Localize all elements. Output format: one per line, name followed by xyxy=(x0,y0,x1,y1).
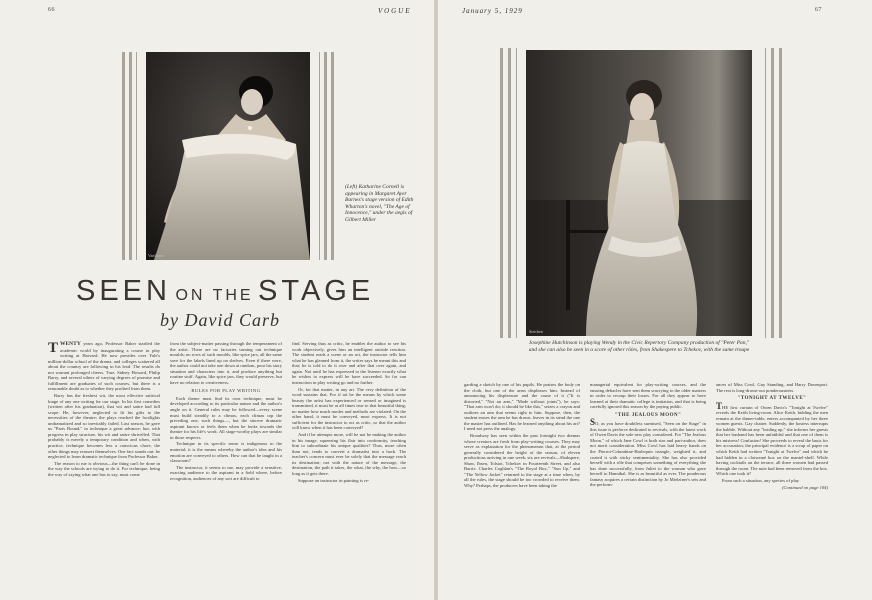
paragraph: The instructor, it seems to me, may provide a sensitive, exacting audience to the aspirant in a field where, before recognition, audiences of any sort are difficult to xyxy=(170,464,282,481)
article-column-3 xyxy=(292,341,406,593)
paragraph: Suppose an instructor in painting is re- xyxy=(298,477,370,483)
section-subhead: "THE JEALOUS MOON" xyxy=(614,412,682,418)
section-subhead: RULES FOR PLAY WRITING xyxy=(191,388,261,394)
lead-letter: T xyxy=(716,400,723,411)
right-photo-credit: Steichen xyxy=(529,329,543,334)
paragraph: The reason to me is obvious—the thing can't be done in the way the schools are trying to do it. For technique, being the way of saying what one has to say, must come xyxy=(48,460,160,477)
article-headline xyxy=(76,275,376,307)
left-photo-caption: (Left) Katharine Cornell is appearing in Margaret Ayer Barnes's stage version of Edith Wharton's novel, "The Age of Innocence," under the aegis of Gilbert Miller xyxy=(345,184,414,223)
page-gutter xyxy=(434,0,438,600)
article-column-6 xyxy=(716,382,828,593)
left-photo-credit: Vandamm xyxy=(148,253,165,258)
article-column-5 xyxy=(590,382,706,593)
headline-word-stage: STAGE xyxy=(258,275,375,307)
issue-date: January 5, 1929 xyxy=(462,7,523,15)
article-column-1 xyxy=(48,341,160,593)
paragraph: O, as you have doubtless surmised, "Seen on the Stage" in this issue is perforce dedicated to revivals, with the latest work of Owen Davis the sole new play considered. For "The Jealous Moon," of which Jane Cowl is both star and part-author, does not merit consideration. Miss Cowl has laid heavy hands on the Pierrot-Columbine-Harlequin triangle, weighted it, and coated it with sticky sentimentality. She has also provided herself with a rôle that comprises something of everything she has done successfully, from Juliet to the woman who gave herself to Hannibal. She is as beautiful as ever. The ponderous fantasy acquires a certain distinction by Jo Mielziner's sets and the perform- xyxy=(590,421,706,488)
paragraph: From such a situation, any species of play xyxy=(722,477,800,483)
paragraph: Broadway has seen within the past fortnight two dramas whose creators are fresh from play-writing courses. They may serve as explanation for the phenomenon that, at the period generally considered the height of the season, of eleven productions arriving in one week, six are revivals—Shakspere, Shaw, Ibsen, Tolstoi, Tchekov in Fourteenth Street, and also Barrie. Charles Coghlan's "The Royal Box," "Sun Up," and "The Yellow Jacket" returned to the stage at a time when, by all the rules, the stage should be too crowded to receive them. Why? Perhaps, the producers have been taking the xyxy=(464,433,580,489)
katharine-cornell-photo xyxy=(146,52,310,260)
drop-cap: T xyxy=(48,341,59,356)
article-byline: by David Carb xyxy=(160,310,280,330)
lead-letter: S xyxy=(590,417,596,428)
section-subhead: "TONIGHT AT TWELVE" xyxy=(737,396,807,402)
paragraph: Barry has the freshest wit, the most effective satirical lunge of any one writing for our stage. In his first comedies (written after his graduation), that wit and satire had full scope. He, however, neglected to fit his gifts to the necessities of the theatre; the plays reached the footlights undramatized and so inevitably failed. Last season, he gave us "Paris Bound," in technique a great advance; but, with progress in play structure, his wit and satire shrivelled. That probably is merely a temporary condition and when, with practice, technique becomes less a conscious chore, the other things may reassert themselves. One fact stands out: he neglected to learn dramatic technique from Professor Baker. xyxy=(48,393,160,460)
paragraph: Technique in its specific sense is indigenous to the material; it is the means whereby the author's idea and his emotion are conveyed to others. How can that be taught in a classroom? xyxy=(170,441,282,464)
continued-link[interactable]: (Continued on page 104) xyxy=(781,484,828,490)
paragraph: find. Serving thus as critic, he enables the author to see his work objectively, gives him an intelligent outside reaction. The student reads a scene or an act, the instructor tells him what he has gleaned from it, the writer says he meant this and that; he is told to do it over and after that over again, and again. Not until he has expressed to the listener exactly what he wishes to express will he have succeeded. So far can instruction in play writing go and no farther. xyxy=(292,341,406,385)
josephine-hutchinson-photo xyxy=(526,50,752,336)
paragraph: And if he attempts more, will he not be making the author in his image, squeezing his flair into conformity, teaching him to subordinate his unique qualities? Thus, more often than not, tends to convert a dramatist into a hack. The teacher's concern must ever be solely that the message reach its destination; not with the nature of the message, the destination, the path it takes, the what, the why, the how—so long as it gets there. xyxy=(292,432,406,476)
paragraph: ances of Miss Cowl, Guy Standing, and Harry Davenport. The rest is long-drawn-out ponderousness. xyxy=(716,382,828,393)
lead-word: WENTY xyxy=(60,341,81,347)
paragraph: years ago, Professor Baker startled the academic world by inaugurating a course in play writing at Harvard. He now presides over Yale's million-dollar school of the drama, and colleges scattered all about the country are following in his lead. The results do not warrant prolonged cheers. True, Sidney Howard, Philip Barry, and several others of varying degrees of promise and fulfillment are graduates of such courses, but there is a reasonable doubt as to whether they profited from them. xyxy=(48,341,160,392)
right-photo-caption: Josephine Hutchinson is playing Wendy in the Civic Repertory Company production of "Peter Pan," and she can also be seen in a score of other rôles, from Shakespere to Tchekov, with the same troupe xyxy=(528,340,750,353)
magazine-title: VOGUE xyxy=(378,7,412,15)
paragraph: Each theme must find its own technique, must be developed according to its particular nature and the author's angle on it. General rules may be followed—every scene must build steadily to a climax, each climax top the preceding one, such things—, but the sincere dramatic aspirant knows or feels them when he looks towards the theatre for his life's work. All stage-worthy plays are similar in those respects. xyxy=(170,395,282,440)
left-page-number: 66 xyxy=(48,7,55,13)
headline-word-seen: SEEN xyxy=(76,275,171,307)
paragraph: HE first curtain of Owen Davis's "Tonight at Twelve" reveals the Keith living-room. Alice Keith, bidding the men remain at the dinner-table, enters accompanied by her three women guests. Gay chatter. Suddenly, the hostess interrupts the babble. Without any "leading up," she informs her guests that her husband has been unfaithful and that one of them is his mistress! Confusion! She proceeds to reveal the basis for her accusation; the principal evidence is a scrap of paper on which Keith had written "Tonight at Twelve" and which he had hidden in a cloisonné box on the mantel-shelf. While having cocktails on the terrace, all three women had passed through the room. The note had been removed from the box. Which one took it? xyxy=(716,404,828,477)
article-column-4 xyxy=(464,382,580,593)
headline-word-on-the: ON THE xyxy=(175,287,254,304)
paragraph: managerial equivalent for play-writing courses, and the ensuing debacles have sent them scurrying to the older masters in order to recoup their losses. For all they appear to have learned at their dramatic college is imitation, and that is being carefully ignored this season by the paying public. xyxy=(590,382,706,410)
paragraph: Or, for that matter, in any art. The very definition of the word sustains that. For if art be the means by which some beauty the artist has experienced or sensed or imagined is transmitted, it must be at all times true to that beautiful thing, no matter how much modes and methods are violated. On the other hand, it must be conveyed, must express. It is not sufficient for the instructor to act as critic, so that the author will know when it has been conveyed? xyxy=(292,386,406,431)
paragraph: from the subject-matter passing through the temperament of the artist. There are no factories turning out technique moulds; no rows of such moulds, like spice jars, all the same save for the labels lined up on shelves. Even if there were, the author could not take one down at random, pour his story situation and characters into it, and produce anything but routine stuff. Again, like spice jars, they would preserve, but have no relation to creativeness. xyxy=(170,341,282,385)
article-column-2 xyxy=(170,341,282,593)
paragraph: garding a sketch by one of his pupils. He praises the body on the cloth, but one of the arms displeases him. Instead of announcing his displeasure and the cause of it ("It is distorted," "Not an arm," "Made without joints"), he says: "That arm won't do; it should be like this," seizes a crayon and outlines an arm that seems right to him. Suppose, then, the student erases the arm he has drawn, leaves in its stead the one the master has outlined. Has he learned anything about his art? I need not press the analogy. xyxy=(464,382,580,432)
right-page-number: 67 xyxy=(815,7,822,13)
